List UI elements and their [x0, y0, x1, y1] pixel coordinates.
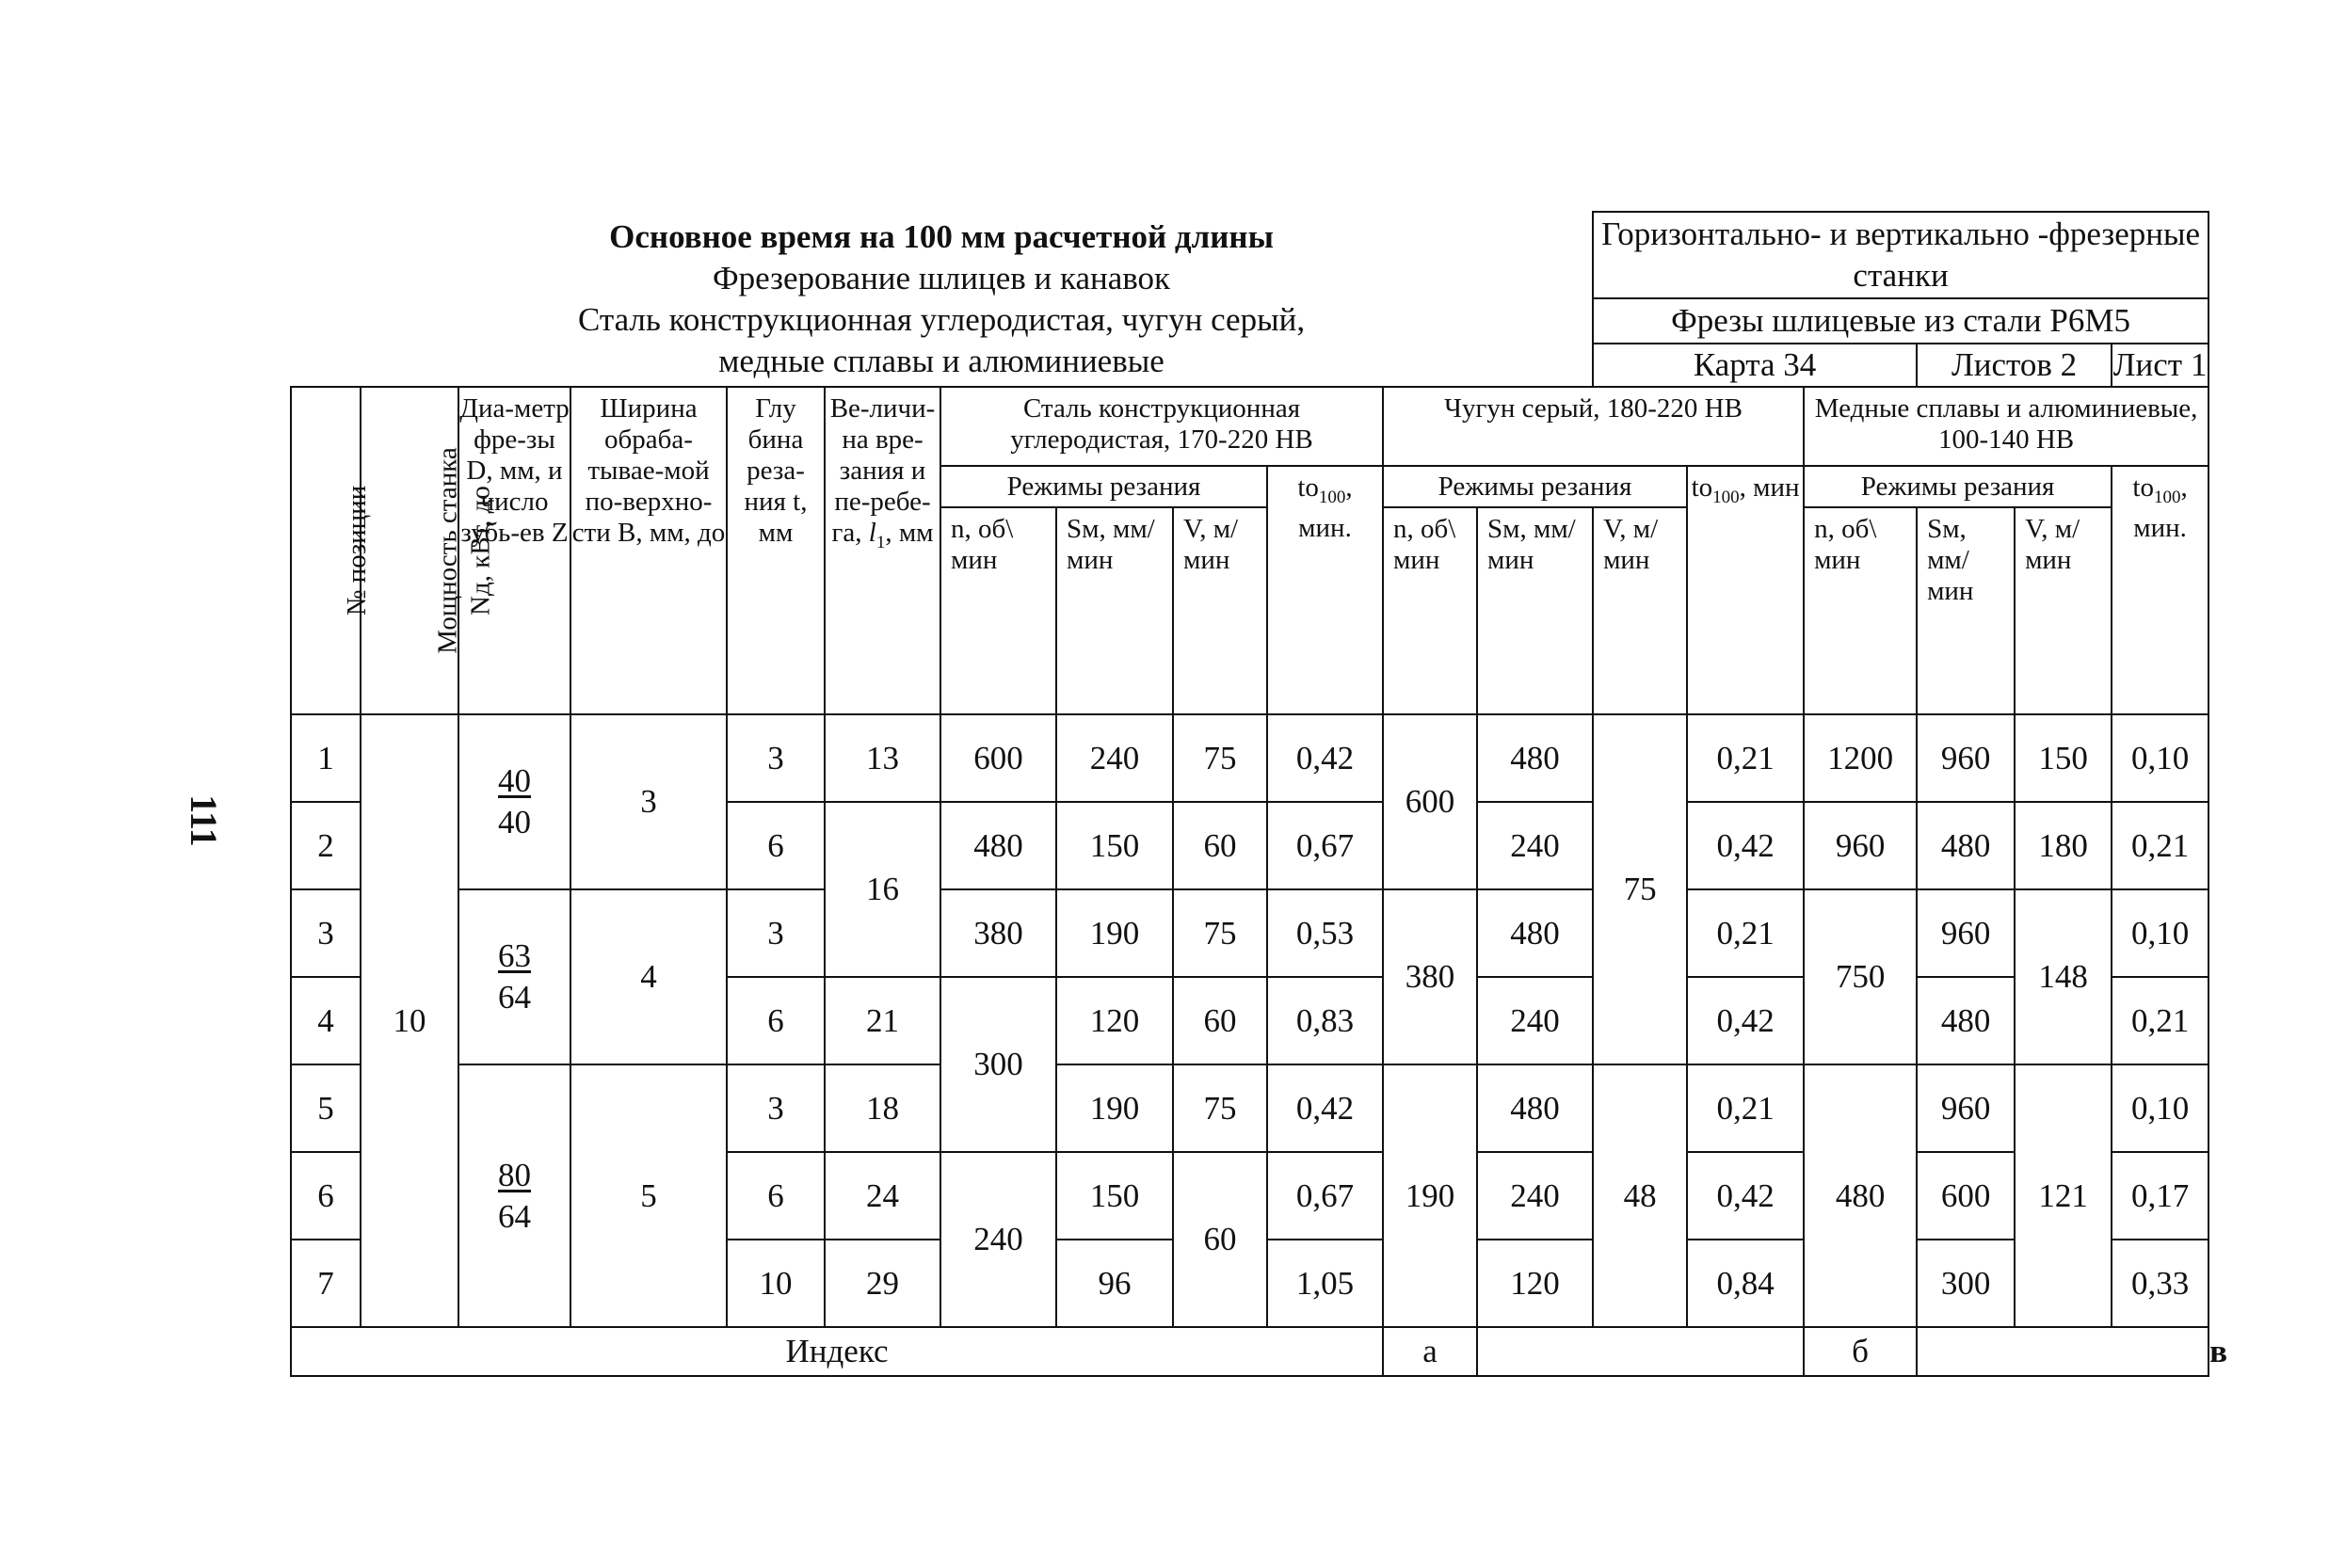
position-cell: 3 — [291, 889, 361, 977]
position-cell: 2 — [291, 802, 361, 889]
steel-n-cell: 600 — [940, 714, 1056, 802]
index-blank-iron — [1477, 1327, 1804, 1376]
machine-type: Горизонтально- и вертикально -фрезерные станки — [1593, 212, 2208, 298]
copper-t-cell: 0,17 — [2112, 1152, 2208, 1240]
steel-s-cell: 190 — [1056, 889, 1173, 977]
steel-t-cell: 0,67 — [1267, 802, 1383, 889]
iron-n-cell: 190 — [1383, 1064, 1477, 1327]
steel-s-cell: 150 — [1056, 1152, 1173, 1240]
n-header-copper: n, об\ мин — [1804, 507, 1917, 714]
steel-n-cell: 380 — [940, 889, 1056, 977]
page-number: 111 — [183, 794, 225, 847]
diameter-cell: $\frac{80}{64}$ — [458, 1064, 570, 1327]
steel-s-cell: 96 — [1056, 1240, 1173, 1327]
power-cell: 10 — [361, 714, 458, 1327]
position-cell: 5 — [291, 1064, 361, 1152]
steel-t-cell: 0,67 — [1267, 1152, 1383, 1240]
s-header-iron: Sм, мм/ мин — [1477, 507, 1593, 714]
iron-t-cell: 0,42 — [1687, 802, 1804, 889]
copper-t-cell: 0,10 — [2112, 1064, 2208, 1152]
n-header-iron: n, об\ мин — [1383, 507, 1477, 714]
diameter-cell: $\frac{63}{64}$ — [458, 889, 570, 1064]
iron-t-cell: 0,84 — [1687, 1240, 1804, 1327]
cutting-time-table: Основное время на 100 мм расчетной длины Фрезерование шлицев и канавок Сталь конструкционная углеродистая, чугун серый, медные сплавы и алюминиевые Горизонтально- и вертикально -фрезерные станки Фрезы шлицевые из стали Р6М5 Карта 34 Листов 2 Лист 1 № позиции Мощность станка Nд, кВт, до Диа-метр фре-зы D, мм, и число зубь-ев Z Ширина обраба-тывае-мой по-верхно-сти B, мм, до Глу бина реза-ния t, мм Ве-личи-на вре-зания и пе-ребе-га, $l_1$, мм Сталь конструкционная углеродистая, 170-220 НВ Чугун серый, 180-220 НВ Медные сплавы и алюминиевые, 100-140 НВ Режимы резания $to_{100}$, мин. Режимы резания $to_{100}$, мин Режимы резания $to_{100}$, мин. n, об\ мин Sм, мм/ мин V, м/ мин n, об\ мин Sм, мм/ мин V, м/ мин n, об\ мин Sм, мм/ мин V, м/ мин 1 10 $\frac{40}{40}$ 3 3 13 600 240 75 0,42 600 480 75 0,21 1200 960 150 0,10 2 6 16 480 150 60 0,67 240 0,42 960 480 180 0,21 3 $\frac{63}{64}$ 4 3 380 190 75 0,53 380 480 0,21 750 960 148 0,10 4 6 21 300 120 60 0,83 240 0,42 480 0,21 5 $\frac{80}{64}$ 5 3 18 190 75 0,42 190 480 48 0,21 480 960 121 0,10 6 6 24 240 150 60 0,67 240 0,42 600 0,17 7 10 29 96 1,05 120 0,84 300 0,33 Индекс а б в — [290, 211, 2209, 1377]
index-label: Индекс — [291, 1327, 1383, 1376]
steel-t-cell: 1,05 — [1267, 1240, 1383, 1327]
steel-n-cell: 480 — [940, 802, 1056, 889]
index-steel: а — [1383, 1327, 1477, 1376]
table-title-block — [291, 212, 1593, 387]
time-header-steel: $to_{100}$, мин. — [1267, 466, 1383, 714]
depth-cell: 3 — [727, 1064, 825, 1152]
col-header-position: № позиции — [291, 387, 361, 714]
diameter-cell: $\frac{40}{40}$ — [458, 714, 570, 889]
index-blank-copper — [1917, 1327, 2208, 1376]
materials-line-2: медные сплавы и алюминиевые — [718, 342, 1164, 379]
width-cell: 3 — [570, 714, 727, 889]
steel-t-cell: 0,53 — [1267, 889, 1383, 977]
materials-line-1: Сталь конструкционная углеродистая, чугун серый, — [577, 300, 1306, 338]
iron-t-cell: 0,21 — [1687, 1064, 1804, 1152]
steel-v-cell: 60 — [1173, 977, 1267, 1064]
steel-v-cell: 75 — [1173, 889, 1267, 977]
steel-t-cell: 0,42 — [1267, 714, 1383, 802]
copper-s-cell: 960 — [1917, 714, 2015, 802]
iron-v-cell: 75 — [1593, 714, 1687, 1064]
iron-s-cell: 240 — [1477, 977, 1593, 1064]
position-cell: 6 — [291, 1152, 361, 1240]
steel-s-cell: 190 — [1056, 1064, 1173, 1152]
col-header-diameter: Диа-метр фре-зы D, мм, и число зубь-ев Z — [458, 387, 570, 714]
steel-v-cell: 75 — [1173, 714, 1267, 802]
iron-t-cell: 0,21 — [1687, 714, 1804, 802]
depth-cell: 6 — [727, 1152, 825, 1240]
modes-header-steel: Режимы резания — [940, 466, 1267, 507]
copper-s-cell: 600 — [1917, 1152, 2015, 1240]
overrun-cell: 29 — [825, 1240, 940, 1327]
v-header-copper: V, м/ мин — [2015, 507, 2112, 714]
overrun-cell: 13 — [825, 714, 940, 802]
steel-n-cell: 240 — [940, 1152, 1056, 1327]
time-header-iron: $to_{100}$, мин — [1687, 466, 1804, 714]
copper-t-cell: 0,33 — [2112, 1240, 2208, 1327]
steel-s-cell: 150 — [1056, 802, 1173, 889]
iron-s-cell: 480 — [1477, 714, 1593, 802]
position-cell: 7 — [291, 1240, 361, 1327]
s-header-steel: Sм, мм/ мин — [1056, 507, 1173, 714]
copper-s-cell: 960 — [1917, 889, 2015, 977]
copper-t-cell: 0,10 — [2112, 714, 2208, 802]
overrun-cell: 16 — [825, 802, 940, 977]
iron-s-cell: 120 — [1477, 1240, 1593, 1327]
s-header-copper: Sм, мм/ мин — [1917, 507, 2015, 714]
copper-s-cell: 300 — [1917, 1240, 2015, 1327]
iron-n-cell: 380 — [1383, 889, 1477, 1064]
col-header-width: Ширина обраба-тывае-мой по-верхно-сти B, мм, до — [570, 387, 727, 714]
iron-n-cell: 600 — [1383, 714, 1477, 889]
copper-t-cell: 0,21 — [2112, 977, 2208, 1064]
sheets-total: Листов 2 — [1917, 344, 2112, 387]
iron-t-cell: 0,42 — [1687, 977, 1804, 1064]
steel-v-cell: 60 — [1173, 802, 1267, 889]
iron-s-cell: 480 — [1477, 889, 1593, 977]
copper-s-cell: 480 — [1917, 977, 2015, 1064]
copper-v-cell: 121 — [2015, 1064, 2112, 1327]
depth-cell: 3 — [727, 714, 825, 802]
card-number: Карта 34 — [1593, 344, 1917, 387]
position-cell: 1 — [291, 714, 361, 802]
copper-t-cell: 0,21 — [2112, 802, 2208, 889]
sheet-number: Лист 1 — [2112, 344, 2208, 387]
copper-n-cell: 750 — [1804, 889, 1917, 1064]
steel-t-cell: 0,42 — [1267, 1064, 1383, 1152]
depth-cell: 3 — [727, 889, 825, 977]
n-header-steel: n, об\ мин — [940, 507, 1056, 714]
overrun-cell: 21 — [825, 977, 940, 1064]
v-header-steel: V, м/ мин — [1173, 507, 1267, 714]
table-title: Основное время на 100 мм расчетной длины — [609, 217, 1274, 255]
position-cell: 4 — [291, 977, 361, 1064]
overrun-cell: 18 — [825, 1064, 940, 1152]
v-header-iron: V, м/ мин — [1593, 507, 1687, 714]
cutter-type: Фрезы шлицевые из стали Р6М5 — [1593, 298, 2208, 344]
modes-header-iron: Режимы резания — [1383, 466, 1687, 507]
width-cell: 5 — [570, 1064, 727, 1327]
iron-t-cell: 0,42 — [1687, 1152, 1804, 1240]
overrun-cell: 24 — [825, 1152, 940, 1240]
group-title-copper: Медные сплавы и алюминиевые, 100-140 НВ — [1804, 387, 2208, 466]
copper-s-cell: 480 — [1917, 802, 2015, 889]
col-header-overrun: Ве-личи-на вре-зания и пе-ребе-га, $l_1$, мм — [825, 387, 940, 714]
group-title-iron: Чугун серый, 180-220 НВ — [1383, 387, 1804, 466]
col-header-power: Мощность станка Nд, кВт, до — [361, 387, 458, 714]
copper-n-cell: 480 — [1804, 1064, 1917, 1327]
copper-n-cell: 960 — [1804, 802, 1917, 889]
copper-n-cell: 1200 — [1804, 714, 1917, 802]
steel-v-cell: 60 — [1173, 1152, 1267, 1327]
width-cell: 4 — [570, 889, 727, 1064]
copper-v-cell: 150 — [2015, 714, 2112, 802]
copper-v-cell: 180 — [2015, 802, 2112, 889]
modes-header-copper: Режимы резания — [1804, 466, 2112, 507]
group-title-steel: Сталь конструкционная углеродистая, 170-220 НВ — [940, 387, 1383, 466]
iron-s-cell: 480 — [1477, 1064, 1593, 1152]
col-header-depth: Глу бина реза-ния t, мм — [727, 387, 825, 714]
iron-t-cell: 0,21 — [1687, 889, 1804, 977]
depth-cell: 6 — [727, 977, 825, 1064]
depth-cell: 10 — [727, 1240, 825, 1327]
iron-s-cell: 240 — [1477, 802, 1593, 889]
copper-t-cell: 0,10 — [2112, 889, 2208, 977]
iron-s-cell: 240 — [1477, 1152, 1593, 1240]
index-iron: б — [1804, 1327, 1917, 1376]
steel-s-cell: 120 — [1056, 977, 1173, 1064]
iron-v-cell: 48 — [1593, 1064, 1687, 1327]
copper-s-cell: 960 — [1917, 1064, 2015, 1152]
steel-s-cell: 240 — [1056, 714, 1173, 802]
steel-n-cell: 300 — [940, 977, 1056, 1152]
depth-cell: 6 — [727, 802, 825, 889]
time-header-copper: $to_{100}$, мин. — [2112, 466, 2208, 714]
steel-t-cell: 0,83 — [1267, 977, 1383, 1064]
copper-v-cell: 148 — [2015, 889, 2112, 1064]
operation-title: Фрезерование шлицев и канавок — [713, 259, 1171, 296]
steel-v-cell: 75 — [1173, 1064, 1267, 1152]
